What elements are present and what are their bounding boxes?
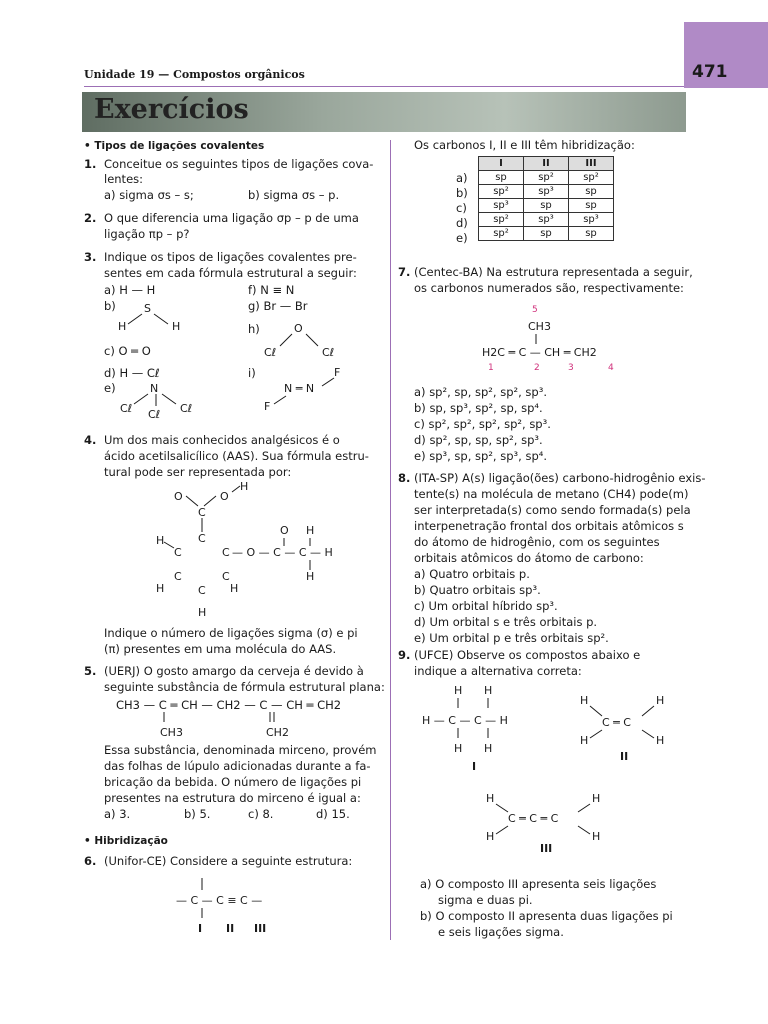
table-row bbox=[479, 185, 614, 199]
table-option-label: d) bbox=[456, 216, 468, 230]
q2-text: O que diferencia uma ligação σp – p de uma bbox=[104, 211, 359, 225]
q8-text: orbitais atômicos do átomo de carbono: bbox=[414, 551, 644, 565]
q6-structure bbox=[174, 876, 314, 936]
svg-text:O: O bbox=[280, 524, 289, 537]
compound-III-structure bbox=[484, 790, 624, 856]
q9-option-b: b) O composto II apresenta duas ligações pi bbox=[420, 909, 673, 923]
svg-text:III: III bbox=[540, 842, 553, 855]
table-cell: sp bbox=[569, 199, 614, 213]
svg-text:Cℓ: Cℓ bbox=[264, 346, 277, 359]
q7-option: e) sp³, sp, sp², sp³, sp⁴. bbox=[414, 449, 548, 463]
svg-text:C: C bbox=[198, 584, 206, 597]
svg-text:H: H bbox=[656, 694, 665, 707]
svg-text:C: C bbox=[198, 506, 206, 519]
svg-text:H: H bbox=[484, 684, 493, 697]
q5-text: seguinte substância de fórmula estrutural plana: bbox=[104, 680, 385, 694]
q3-item-i: i) bbox=[248, 366, 256, 380]
svg-text:H2C ═ C — CH ═ CH2: H2C ═ C — CH ═ CH2 bbox=[482, 346, 597, 359]
q4-number: 4. bbox=[84, 433, 97, 447]
h2s-structure bbox=[110, 300, 200, 334]
q3-text: Indique os tipos de ligações covalentes pre- bbox=[104, 250, 357, 264]
table-header-cell: I bbox=[479, 157, 524, 171]
table-row bbox=[479, 227, 614, 241]
q9-number: 9. bbox=[398, 648, 411, 662]
q8-option: a) Quatro orbitais p. bbox=[414, 567, 530, 581]
q5-text: bricação da bebida. O número de ligações pi bbox=[104, 775, 362, 789]
svg-text:H: H bbox=[230, 582, 239, 595]
q4-text: (π) presentes em uma molécula do AAS. bbox=[104, 642, 337, 656]
q8-option: e) Um orbital p e três orbitais sp². bbox=[414, 631, 609, 645]
q7-option: d) sp², sp, sp, sp², sp³. bbox=[414, 433, 543, 447]
svg-text:2: 2 bbox=[534, 363, 540, 373]
q9-text: indique a alternativa correta: bbox=[414, 664, 582, 678]
svg-text:CH3: CH3 bbox=[160, 726, 183, 739]
svg-text:4: 4 bbox=[608, 363, 614, 373]
q7-option: b) sp, sp³, sp², sp, sp⁴. bbox=[414, 401, 543, 415]
table-cell: sp³ bbox=[524, 213, 569, 227]
banner-title: Exercícios bbox=[94, 94, 249, 125]
q3-item-h: h) bbox=[248, 322, 260, 336]
table-option-label: e) bbox=[456, 231, 468, 245]
q7-text: (Centec-BA) Na estrutura representada a seguir, bbox=[414, 265, 693, 279]
svg-text:— O — C — C — H: — O — C — C — H bbox=[232, 546, 333, 559]
table-header-cell: III bbox=[569, 157, 614, 171]
table-cell: sp² bbox=[524, 171, 569, 185]
compound-II-structure bbox=[576, 690, 686, 762]
ncl3-structure bbox=[116, 380, 206, 420]
svg-text:Cℓ: Cℓ bbox=[120, 402, 133, 415]
table-cell: sp² bbox=[479, 185, 524, 199]
svg-text:H: H bbox=[592, 792, 601, 805]
svg-text:I: I bbox=[472, 760, 477, 773]
svg-text:Cℓ: Cℓ bbox=[148, 408, 161, 421]
svg-text:III: III bbox=[254, 922, 267, 935]
q4-text: Indique o número de ligações sigma (σ) e pi bbox=[104, 626, 358, 640]
svg-text:— C — C ≡ C —: — C — C ≡ C — bbox=[176, 894, 263, 907]
q5-text: (UERJ) O gosto amargo da cerveja é devido à bbox=[104, 664, 364, 678]
q5-number: 5. bbox=[84, 664, 97, 678]
q9-option-a: a) O composto III apresenta seis ligações bbox=[420, 877, 657, 891]
column-divider bbox=[390, 140, 391, 940]
svg-text:O: O bbox=[174, 490, 183, 503]
table-cell: sp bbox=[569, 227, 614, 241]
q8-text: (ITA-SP) A(s) ligação(ões) carbono-hidrogênio exis- bbox=[414, 471, 706, 485]
svg-text:Cℓ: Cℓ bbox=[322, 346, 335, 359]
svg-text:N ═ N: N ═ N bbox=[284, 382, 315, 395]
svg-text:F: F bbox=[334, 366, 341, 379]
svg-text:CH3: CH3 bbox=[528, 320, 551, 333]
mircene-formula: CH3 — C ═ CH — CH2 — C — CH ═ CH2 bbox=[116, 698, 342, 712]
q5-text: Essa substância, denominada mirceno, provém bbox=[104, 743, 377, 757]
q3-item-e: e) bbox=[104, 381, 116, 395]
svg-text:II: II bbox=[620, 750, 629, 763]
q8-text: tente(s) na molécula de metano (CH4) pode(m) bbox=[414, 487, 689, 501]
table-cell: sp³ bbox=[479, 199, 524, 213]
q3-item-f: f) N ≡ N bbox=[248, 283, 295, 297]
svg-text:H: H bbox=[592, 830, 601, 843]
svg-text:H: H bbox=[656, 734, 665, 747]
q4-text: Um dos mais conhecidos analgésicos é o bbox=[104, 433, 340, 447]
q7-number: 7. bbox=[398, 265, 411, 279]
svg-text:H: H bbox=[306, 524, 315, 537]
q4-text: ácido acetilsalicílico (AAS). Sua fórmula estru- bbox=[104, 449, 369, 463]
svg-text:H: H bbox=[118, 320, 127, 333]
svg-text:N: N bbox=[150, 382, 159, 395]
svg-text:H: H bbox=[306, 570, 315, 583]
q5-option: d) 15. bbox=[316, 807, 350, 821]
svg-text:S: S bbox=[144, 302, 151, 315]
q8-number: 8. bbox=[398, 471, 411, 485]
table-cell: sp³ bbox=[524, 185, 569, 199]
q6-number: 6. bbox=[84, 854, 97, 868]
svg-text:H: H bbox=[172, 320, 181, 333]
table-header-row bbox=[479, 157, 614, 171]
q1-number: 1. bbox=[84, 157, 97, 171]
svg-text:H — C — C — H: H — C — C — H bbox=[422, 714, 508, 727]
q2-number: 2. bbox=[84, 211, 97, 225]
table-cell: sp bbox=[479, 171, 524, 185]
q7-text: os carbonos numerados são, respectivamente: bbox=[414, 281, 684, 295]
ocl2-structure bbox=[260, 320, 350, 360]
q6-text: (Unifor-CE) Considere a seguinte estrutura: bbox=[104, 854, 353, 868]
table-cell: sp² bbox=[569, 171, 614, 185]
table-option-label: b) bbox=[456, 186, 468, 200]
q9-option-b: e seis ligações sigma. bbox=[438, 925, 564, 939]
q3-item-b: b) bbox=[104, 299, 116, 313]
q5-text: presentes na estrutura do mirceno é igual a: bbox=[104, 791, 361, 805]
svg-text:C: C bbox=[222, 546, 230, 559]
q8-text: ser interpretada(s) como sendo formada(s) pela bbox=[414, 503, 691, 517]
q8-option: c) Um orbital híbrido sp³. bbox=[414, 599, 558, 613]
q5-option: c) 8. bbox=[248, 807, 274, 821]
q3-item-a: a) H — H bbox=[104, 283, 156, 297]
table-row bbox=[479, 213, 614, 227]
svg-text:C ═ C ═ C: C ═ C ═ C bbox=[508, 812, 559, 825]
q1-option-a: a) sigma σs – s; bbox=[104, 188, 194, 202]
table-header-cell: II bbox=[524, 157, 569, 171]
svg-text:C: C bbox=[174, 570, 182, 583]
table-option-label: a) bbox=[456, 171, 468, 185]
q4-text: tural pode ser representada por: bbox=[104, 465, 292, 479]
q6-continuation: Os carbonos I, II e III têm hibridização: bbox=[414, 138, 635, 152]
q5-option: a) 3. bbox=[104, 807, 131, 821]
table-cell: sp³ bbox=[569, 213, 614, 227]
q3-item-d: d) H — Cℓ bbox=[104, 366, 160, 380]
svg-text:H: H bbox=[198, 606, 207, 619]
svg-text:I: I bbox=[198, 922, 203, 935]
svg-text:Cℓ: Cℓ bbox=[180, 402, 193, 415]
svg-text:H: H bbox=[580, 694, 589, 707]
table-row bbox=[479, 171, 614, 185]
page-number: 471 bbox=[692, 62, 728, 82]
svg-text:C: C bbox=[174, 546, 182, 559]
svg-text:C: C bbox=[222, 570, 230, 583]
table-option-label: c) bbox=[456, 201, 467, 215]
q9-text: (UFCE) Observe os compostos abaixo e bbox=[414, 648, 641, 662]
q3-item-c: c) O ═ O bbox=[104, 344, 151, 358]
svg-text:H: H bbox=[454, 742, 463, 755]
compound-I-structure bbox=[420, 680, 540, 772]
table-cell: sp bbox=[569, 185, 614, 199]
svg-text:3: 3 bbox=[568, 363, 574, 373]
q3-item-g: g) Br — Br bbox=[248, 299, 308, 313]
svg-text:H: H bbox=[240, 480, 249, 493]
table-cell: sp² bbox=[479, 227, 524, 241]
table-option-labels bbox=[456, 171, 468, 246]
q8-text: do átomo de hidrogênio, com os seguintes bbox=[414, 535, 660, 549]
svg-text:II: II bbox=[226, 922, 235, 935]
q1-option-b: b) sigma σs – p. bbox=[248, 188, 340, 202]
q7-option: c) sp², sp², sp², sp², sp³. bbox=[414, 417, 551, 431]
svg-text:H: H bbox=[454, 684, 463, 697]
q5-text: das folhas de lúpulo adicionadas durante a fa- bbox=[104, 759, 371, 773]
q7-structure bbox=[478, 302, 638, 374]
table-cell: sp bbox=[524, 227, 569, 241]
hybridization-table bbox=[478, 156, 614, 241]
running-header: Unidade 19 — Compostos orgânicos bbox=[84, 68, 305, 81]
q5-option: b) 5. bbox=[184, 807, 211, 821]
svg-text:H: H bbox=[156, 582, 165, 595]
table-row bbox=[479, 199, 614, 213]
q1-text: lentes: bbox=[104, 172, 144, 186]
q8-text: interpenetração frontal dos orbitais atômicos s bbox=[414, 519, 684, 533]
svg-text:CH2: CH2 bbox=[266, 726, 289, 739]
q3-text: sentes em cada fórmula estrutural a seguir: bbox=[104, 266, 357, 280]
svg-text:H: H bbox=[580, 734, 589, 747]
q3-number: 3. bbox=[84, 250, 97, 264]
svg-text:O: O bbox=[220, 490, 229, 503]
n2f2-structure bbox=[262, 364, 352, 413]
svg-text:5: 5 bbox=[532, 305, 538, 315]
section-heading: • Tipos de ligações covalentes bbox=[84, 140, 265, 152]
q1-text: Conceitue os seguintes tipos de ligações cova- bbox=[104, 157, 374, 171]
q9-option-a: sigma e duas pi. bbox=[438, 893, 533, 907]
section-heading: • Hibridização bbox=[84, 835, 168, 847]
q2-text: ligação πp – p? bbox=[104, 227, 190, 241]
svg-text:O: O bbox=[294, 322, 303, 335]
header-rule bbox=[84, 86, 684, 87]
svg-text:H: H bbox=[156, 534, 165, 547]
svg-text:H: H bbox=[486, 830, 495, 843]
svg-text:H: H bbox=[486, 792, 495, 805]
svg-text:1: 1 bbox=[488, 363, 494, 373]
q7-option: a) sp², sp, sp², sp², sp³. bbox=[414, 385, 547, 399]
aas-structure bbox=[150, 478, 360, 618]
q8-option: b) Quatro orbitais sp³. bbox=[414, 583, 541, 597]
q8-option: d) Um orbital s e três orbitais p. bbox=[414, 615, 598, 629]
table-cell: sp² bbox=[479, 213, 524, 227]
svg-text:C ═ C: C ═ C bbox=[602, 716, 631, 729]
table-cell: sp bbox=[524, 199, 569, 213]
svg-text:F: F bbox=[264, 400, 271, 413]
svg-text:H: H bbox=[484, 742, 493, 755]
svg-text:C: C bbox=[198, 532, 206, 545]
